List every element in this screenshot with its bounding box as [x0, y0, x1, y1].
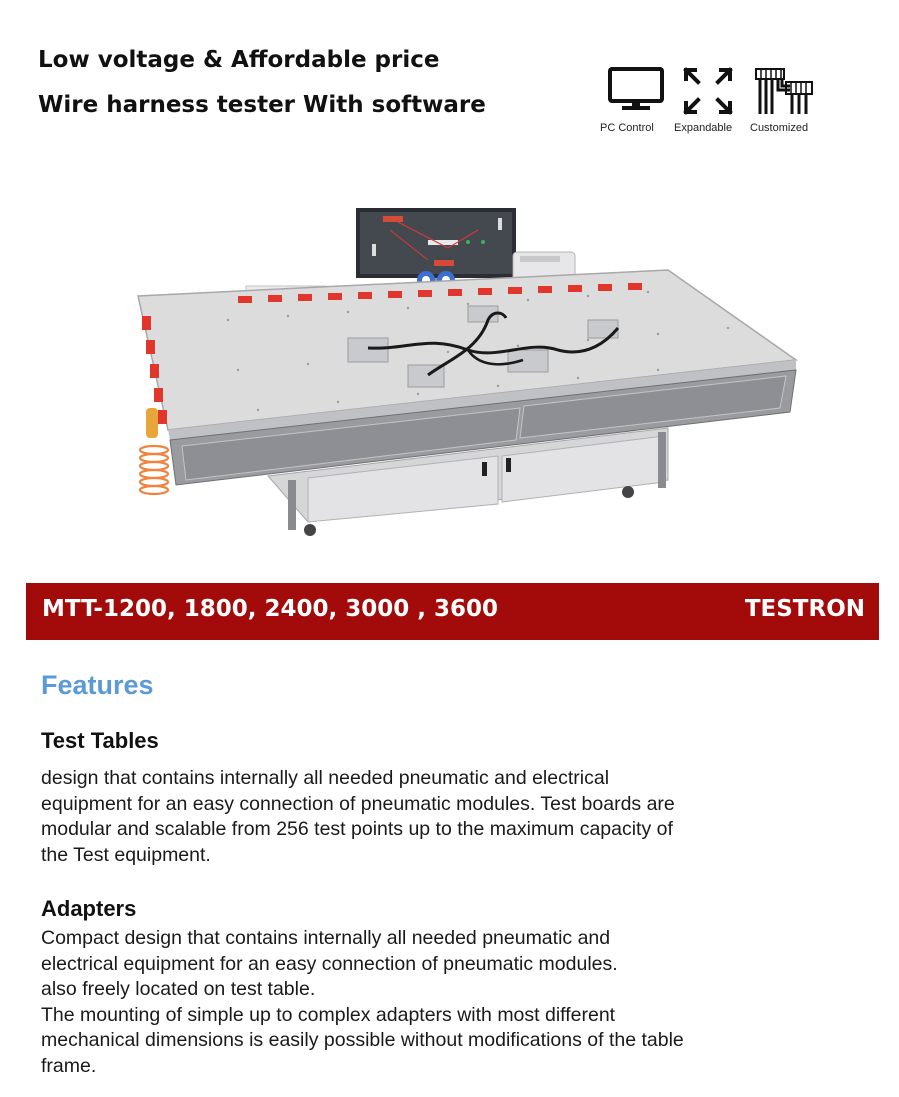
- expand-arrows-icon: [682, 66, 738, 116]
- text-line: equipment for an easy connection of pneumatic modules. Test boards are: [41, 792, 675, 815]
- customized-label: Customized: [750, 122, 809, 134]
- text-line: Compact design that contains internally all needed pneumatic and: [41, 927, 611, 949]
- features-heading: Features: [41, 670, 154, 700]
- software-monitor: [356, 208, 516, 288]
- monitor-icon: [608, 66, 666, 114]
- product-image: [128, 200, 808, 545]
- headline-line-2: Wire harness tester With software: [38, 92, 486, 118]
- text-line: mechanical dimensions is easily possible without modifications of the table: [41, 1029, 684, 1051]
- headline: [38, 38, 486, 128]
- adapters-description: [41, 926, 861, 1079]
- headline-line-1: Low voltage & Affordable price: [38, 47, 440, 73]
- test-tables-heading: Test Tables: [41, 728, 159, 753]
- text-line: also freely located on test table.: [41, 978, 316, 1000]
- text-line: electrical equipment for an easy connection of pneumatic modules.: [41, 952, 618, 975]
- text-line: design that contains internally all needed pneumatic and electrical: [41, 767, 610, 789]
- pc-control-label: PC Control: [600, 122, 654, 134]
- text-line: The mounting of simple up to complex adapters with most different: [41, 1003, 616, 1026]
- test-tables-description: [41, 766, 861, 868]
- feature-icons: [596, 66, 826, 140]
- cable-connector-icon: [754, 66, 816, 118]
- brand-name: TESTRON: [744, 596, 865, 622]
- model-list: MTT-1200, 1800, 2400, 3000 , 3600: [42, 596, 499, 622]
- text-line: frame.: [41, 1054, 97, 1077]
- adapters-heading: Adapters: [41, 896, 137, 921]
- text-line: the Test equipment.: [41, 843, 211, 866]
- text-line: modular and scalable from 256 test points up to the maximum capacity of: [41, 818, 673, 840]
- expandable-label: Expandable: [674, 122, 733, 134]
- model-banner: [26, 583, 879, 640]
